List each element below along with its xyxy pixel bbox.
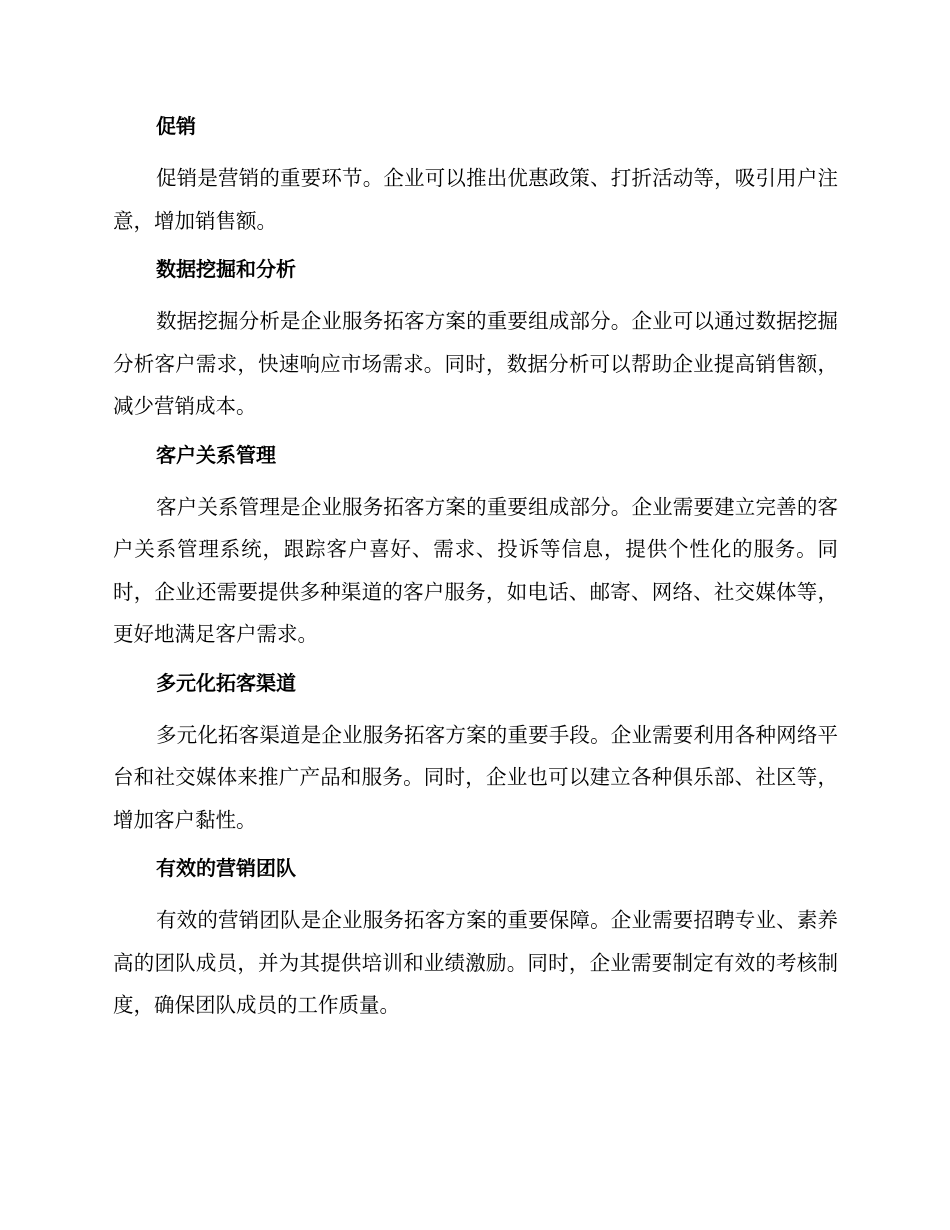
section-data-mining: [113, 255, 838, 428]
section-paragraph: 促销是营销的重要环节。企业可以推出优惠政策、打折活动等，吸引用户注意，增加销售额。: [113, 166, 838, 233]
section-heading: 促销: [156, 114, 196, 138]
section-heading: 数据挖掘和分析: [156, 257, 296, 281]
section-paragraph: 有效的营销团队是企业服务拓客方案的重要保障。企业需要招聘专业、素养高的团队成员，并为其提供培训和业绩激励。同时，企业需要制定有效的考核制度，确保团队成员的工作质量。: [113, 908, 838, 1017]
section-paragraph: 客户关系管理是企业服务拓客方案的重要组成部分。企业需要建立完善的客户关系管理系统，跟踪客户喜好、需求、投诉等信息，提供个性化的服务。同时，企业还需要提供多种渠道的客户服务，如电话、邮寄、网络、社交媒体等，更好地满足客户需求。: [113, 494, 838, 646]
section-heading: 多元化拓客渠道: [156, 670, 296, 695]
section-heading: 有效的营销团队: [156, 856, 296, 880]
section-heading: 客户关系管理: [156, 442, 276, 467]
section-channels: [113, 669, 838, 842]
section-crm: [113, 441, 838, 656]
section-promotion: [113, 112, 838, 242]
section-paragraph: 数据挖掘分析是企业服务拓客方案的重要组成部分。企业可以通过数据挖掘分析客户需求，快速响应市场需求。同时，数据分析可以帮助企业提高销售额，减少营销成本。: [113, 309, 838, 418]
section-paragraph: 多元化拓客渠道是企业服务拓客方案的重要手段。企业需要利用各种网络平台和社交媒体来推广产品和服务。同时，企业也可以建立各种俱乐部、社区等，增加客户黏性。: [113, 722, 838, 832]
section-marketing-team: [113, 854, 838, 1027]
